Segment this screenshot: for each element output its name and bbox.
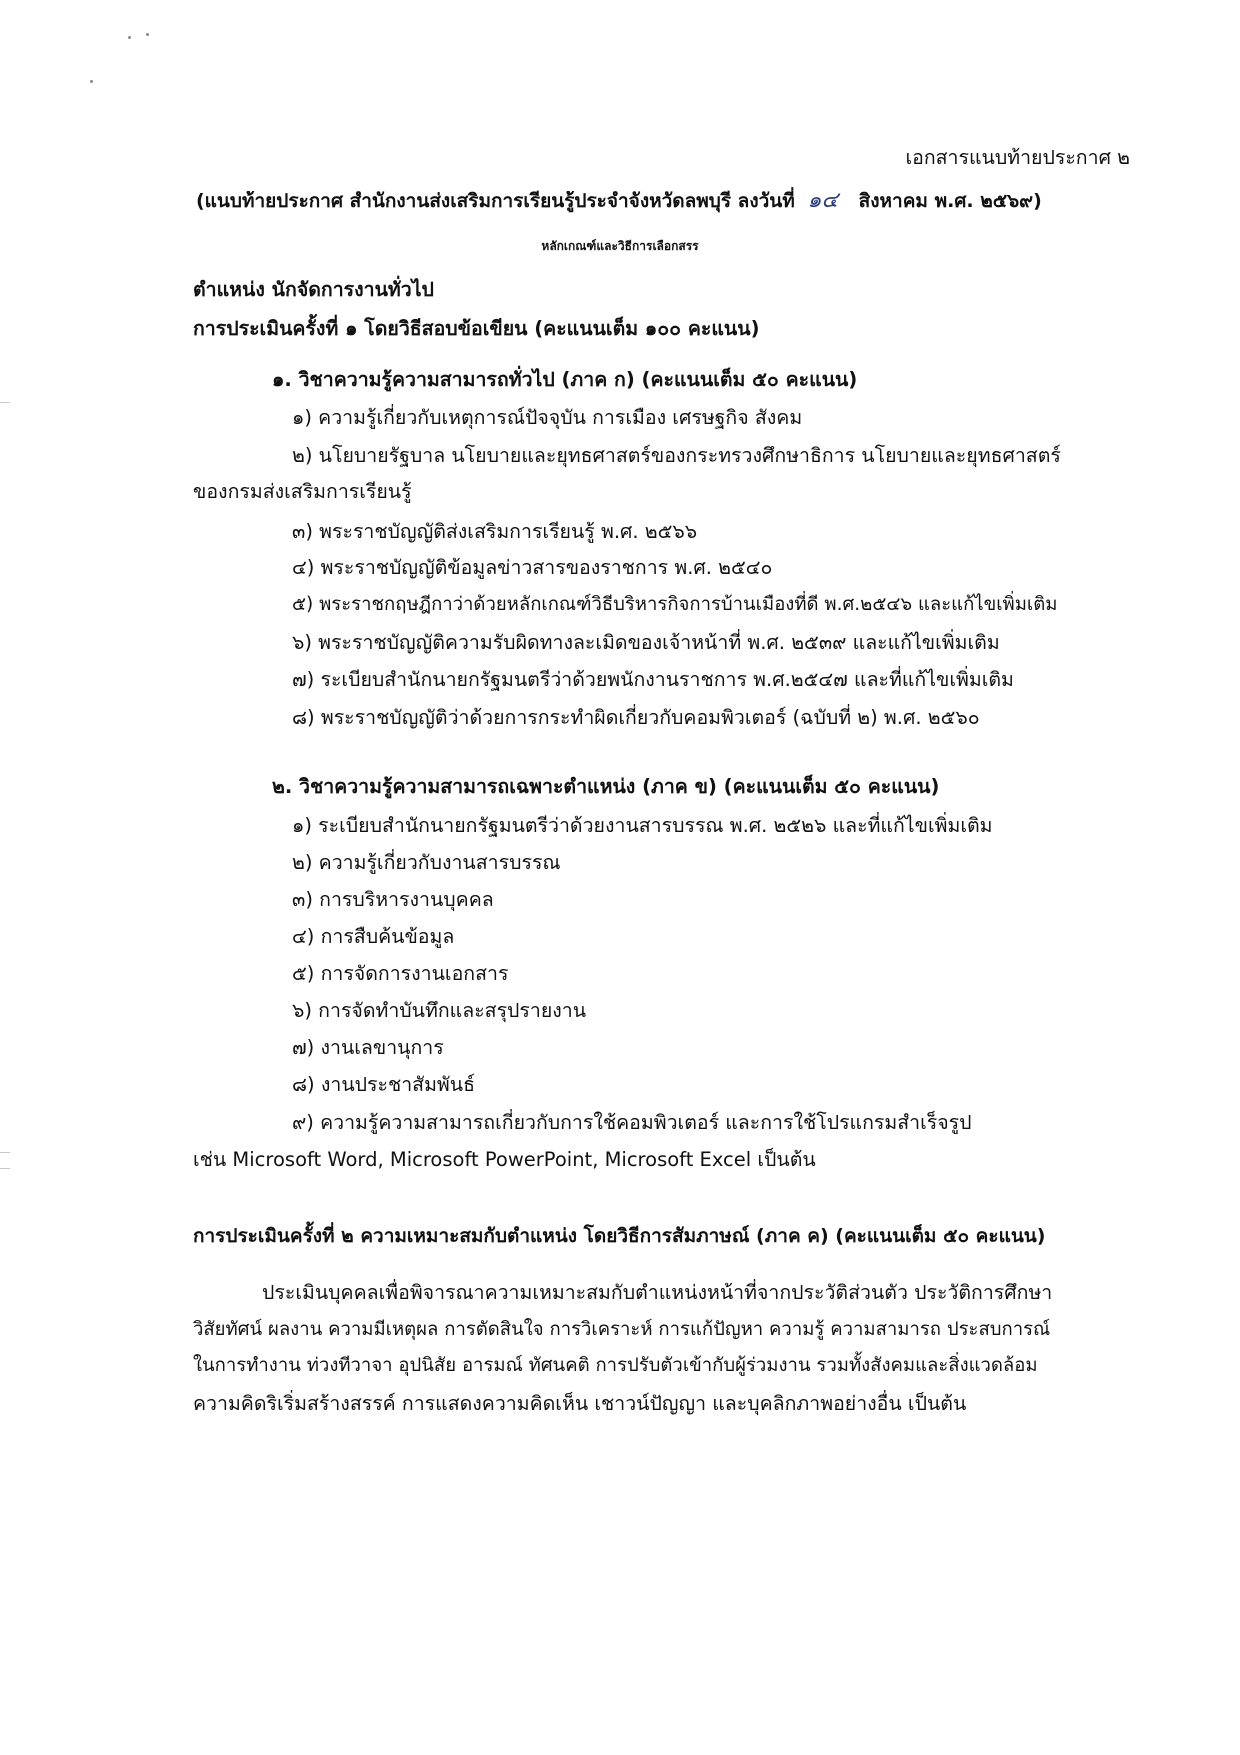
section2-item: ๖) การจัดทำบันทึกและสรุปรายงาน <box>292 999 587 1022</box>
section1-item: ๒) นโยบายรัฐบาล นโยบายและยุทธศาสตร์ของกระทรวงศึกษาธิการ นโยบายและยุทธศาสตร์ <box>292 444 1061 467</box>
section2-item: ๘) งานประชาสัมพันธ์ <box>292 1073 476 1096</box>
assessment2-paragraph-line: ประเมินบุคคลเพื่อพิจารณาความเหมาะสมกับตำแหน่งหน้าที่จากประวัติส่วนตัว ประวัติการศึกษา <box>262 1281 1053 1304</box>
section1-item: ๕) พระราชกฤษฎีกาว่าด้วยหลักเกณฑ์วิธีบริหารกิจการบ้านเมืองที่ดี พ.ศ.๒๕๔๖ และแก้ไขเพิ่มเติม <box>292 594 1058 615</box>
section2-heading: ๒. วิชาความรู้ความสามารถเฉพาะตำแหน่ง (ภาค ข) (คะแนนเต็ม ๕๐ คะแนน) <box>272 775 940 798</box>
section1-item: ๖) พระราชบัญญัติความรับผิดทางละเมิดของเจ้าหน้าที่ พ.ศ. ๒๕๓๙ และแก้ไขเพิ่มเติม <box>292 631 1000 654</box>
section2-item: ๕) การจัดการงานเอกสาร <box>292 962 509 985</box>
section2-item: ๑) ระเบียบสำนักนายกรัฐมนตรีว่าด้วยงานสารบรรณ พ.ศ. ๒๕๒๖ และที่แก้ไขเพิ่มเติม <box>292 814 993 837</box>
section1-item: ๑) ความรู้เกี่ยวกับเหตุการณ์ปัจจุบัน การเมือง เศรษฐกิจ สังคม <box>292 406 803 429</box>
section2-item: ๗) งานเลขานุการ <box>292 1036 444 1059</box>
handwritten-day: ๑๔ <box>807 188 839 213</box>
scan-speck <box>146 33 149 36</box>
assessment1-heading: การประเมินครั้งที่ ๑ โดยวิธีสอบข้อเขียน (คะแนนเต็ม ๑๐๐ คะแนน) <box>193 317 760 340</box>
annex-label: เอกสารแนบท้ายประกาศ ๒ <box>905 146 1130 169</box>
assessment2-paragraph-line: ความคิดริเริ่มสร้างสรรค์ การแสดงความคิดเห็น เชาวน์ปัญญา และบุคลิกภาพอย่างอื่น เป็นต้น <box>193 1392 967 1415</box>
section2-item: ๔) การสืบค้นข้อมูล <box>292 925 455 948</box>
scan-speck <box>128 36 131 39</box>
section1-heading: ๑. วิชาความรู้ความสามารถทั่วไป (ภาค ก) (คะแนนเต็ม ๕๐ คะแนน) <box>272 368 858 391</box>
section1-item-continuation: ของกรมส่งเสริมการเรียนรู้ <box>193 480 412 503</box>
section1-item: ๘) พระราชบัญญัติว่าด้วยการกระทำผิดเกี่ยวกับคอมพิวเตอร์ (ฉบับที่ ๒) พ.ศ. ๒๕๖๐ <box>292 706 980 729</box>
section2-item: ๒) ความรู้เกี่ยวกับงานสารบรรณ <box>292 851 561 874</box>
assessment2-heading: การประเมินครั้งที่ ๒ ความเหมาะสมกับตำแหน่ง โดยวิธีการสัมภาษณ์ (ภาค ค) (คะแนนเต็ม ๕๐ คะแนน) <box>193 1225 1046 1247</box>
section2-item: ๙) ความรู้ความสามารถเกี่ยวกับการใช้คอมพิวเตอร์ และการใช้โปรแกรมสำเร็จรูป <box>292 1111 972 1134</box>
section1-item: ๔) พระราชบัญญัติข้อมูลข่าวสารของราชการ พ.ศ. ๒๕๔๐ <box>292 556 773 579</box>
attachment-suffix: สิงหาคม พ.ศ. ๒๕๖๙) <box>858 190 1042 212</box>
section2-item: ๓) การบริหารงานบุคคล <box>292 888 494 911</box>
assessment2-paragraph-line: ในการทำงาน ท่วงทีวาจา อุปนิสัย อารมณ์ ทัศนคติ การปรับตัวเข้ากับผู้ร่วมงาน รวมทั้งสังคมและสิ่งแวดล้อม <box>193 1355 1038 1376</box>
margin-tick <box>0 1168 10 1169</box>
scan-speck <box>90 80 93 83</box>
section1-item: ๗) ระเบียบสำนักนายกรัฐมนตรีว่าด้วยพนักงานราชการ พ.ศ.๒๕๔๗ และที่แก้ไขเพิ่มเติม <box>292 668 1014 691</box>
margin-tick <box>0 1152 10 1153</box>
section1-item: ๓) พระราชบัญญัติส่งเสริมการเรียนรู้ พ.ศ. ๒๕๖๖ <box>292 520 698 543</box>
attachment-line <box>196 189 1042 213</box>
attachment-prefix: (แนบท้ายประกาศ สำนักงานส่งเสริมการเรียนรู้ประจำจังหวัดลพบุรี ลงวันที่ <box>196 190 795 212</box>
section2-item-continuation: เช่น Microsoft Word, Microsoft PowerPoint, Microsoft Excel เป็นต้น <box>193 1148 816 1171</box>
position-title: ตำแหน่ง นักจัดการงานทั่วไป <box>193 278 434 301</box>
margin-tick <box>0 402 10 403</box>
page-title: หลักเกณฑ์และวิธีการเลือกสรร <box>541 239 699 253</box>
assessment2-paragraph-line: วิสัยทัศน์ ผลงาน ความมีเหตุผล การตัดสินใจ การวิเคราะห์ การแก้ปัญหา ความรู้ ความสามารถ ประสบการณ์ <box>193 1319 1051 1340</box>
